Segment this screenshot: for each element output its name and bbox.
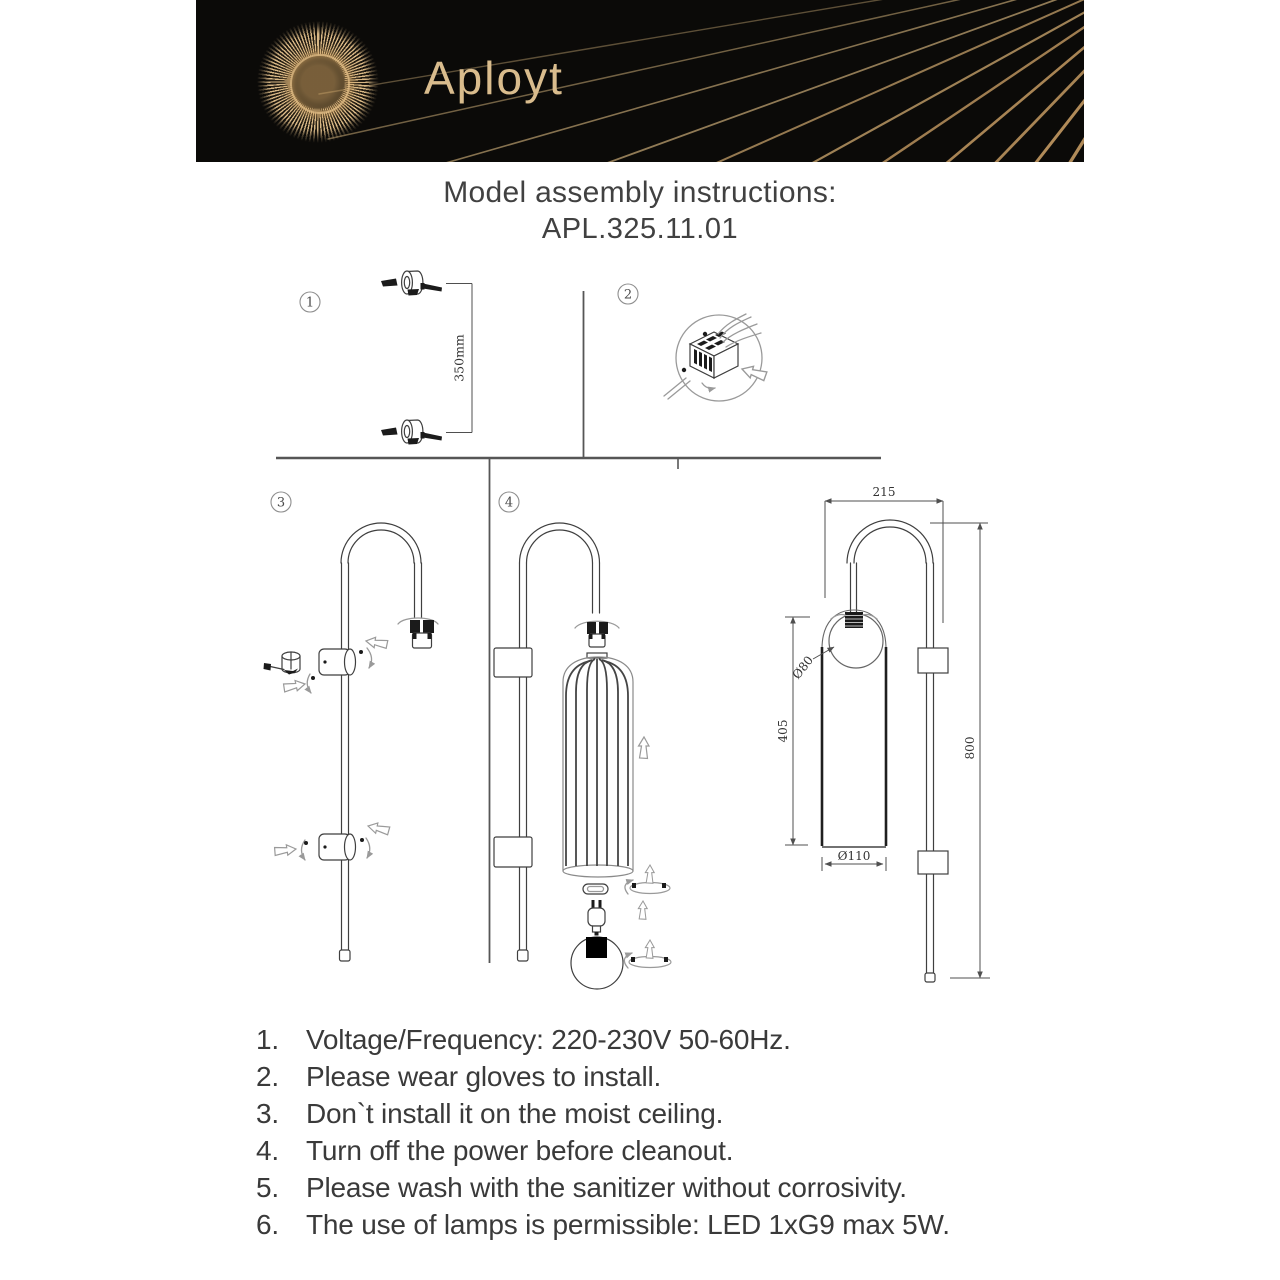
model-number: APL.325.11.01	[541, 213, 739, 245]
instruction-text: Please wash with the sanitizer without corrosivity.	[306, 1172, 907, 1203]
instruction-text: Please wear gloves to install.	[306, 1061, 662, 1092]
step4-number: 4	[504, 495, 514, 511]
step3-badge	[271, 492, 291, 512]
brand-banner	[196, 0, 1084, 162]
dimension-350	[446, 284, 472, 433]
step2-panel	[618, 284, 767, 401]
instruction-item	[256, 1169, 950, 1206]
upper-clamp	[319, 649, 356, 675]
rod-with-clamps	[494, 523, 600, 961]
instruction-number: 1.	[256, 1024, 279, 1055]
dim-800-label: 800	[963, 736, 977, 760]
wall-rod-drawing	[319, 523, 438, 961]
step3-number: 3	[276, 495, 286, 511]
dim-350-label: 350mm	[451, 334, 467, 382]
instruction-number: 3.	[256, 1098, 279, 1129]
socket-assembly	[575, 621, 619, 647]
instruction-number: 5.	[256, 1172, 279, 1203]
step1-number: 1	[305, 295, 315, 311]
dimension-405	[776, 617, 810, 845]
page-title: Model assembly instructions:	[443, 176, 837, 209]
dimension-800	[930, 523, 990, 978]
instruction-item	[256, 1206, 950, 1243]
dimension-d80	[790, 647, 834, 682]
instruction-item	[256, 1021, 950, 1058]
instruction-text: Don`t install it on the moist ceiling.	[306, 1098, 724, 1129]
instruction-text: The use of lamps is permissible: LED 1xG9 max 5W.	[306, 1209, 950, 1240]
step4-panel	[494, 492, 671, 989]
wall-anchor-top-icon	[381, 271, 442, 296]
dimension-d110	[822, 849, 886, 871]
step2-number: 2	[623, 287, 633, 303]
step1-badge	[300, 292, 320, 312]
step3-panel	[264, 492, 439, 961]
sunburst-logo-icon	[254, 18, 382, 146]
instruction-number: 4.	[256, 1135, 279, 1166]
dim-d80-label: Ø80	[789, 653, 817, 682]
wall-bracket-part	[264, 652, 301, 675]
lower-clamp	[319, 834, 356, 860]
exploded-parts	[571, 737, 671, 989]
instruction-number: 2.	[256, 1061, 279, 1092]
dim-405-label: 405	[776, 719, 790, 743]
wall-anchor-bottom-icon	[381, 420, 442, 445]
fluted-shade-drawing	[563, 653, 633, 877]
brand-logotype: Aployt	[424, 51, 564, 104]
panel-divider-lines	[276, 291, 881, 963]
dimension-drawing	[776, 485, 990, 982]
instruction-text: Turn off the power before cleanout.	[306, 1135, 734, 1166]
instruction-item	[256, 1095, 950, 1132]
step4-badge	[499, 492, 519, 512]
step1-panel	[300, 271, 472, 445]
dim-215-label: 215	[872, 485, 896, 499]
wiring-detail-icon	[664, 314, 767, 401]
instructions-list	[256, 1021, 950, 1243]
instruction-item	[256, 1058, 950, 1095]
instruction-number: 6.	[256, 1209, 279, 1240]
step2-badge	[618, 284, 638, 304]
dim-d110-label: Ø110	[837, 849, 871, 863]
assembly-diagram	[0, 250, 1280, 1020]
instruction-text: Voltage/Frequency: 220-230V 50-60Hz.	[306, 1024, 791, 1055]
instruction-item	[256, 1132, 950, 1169]
lamp-outline	[822, 520, 948, 982]
